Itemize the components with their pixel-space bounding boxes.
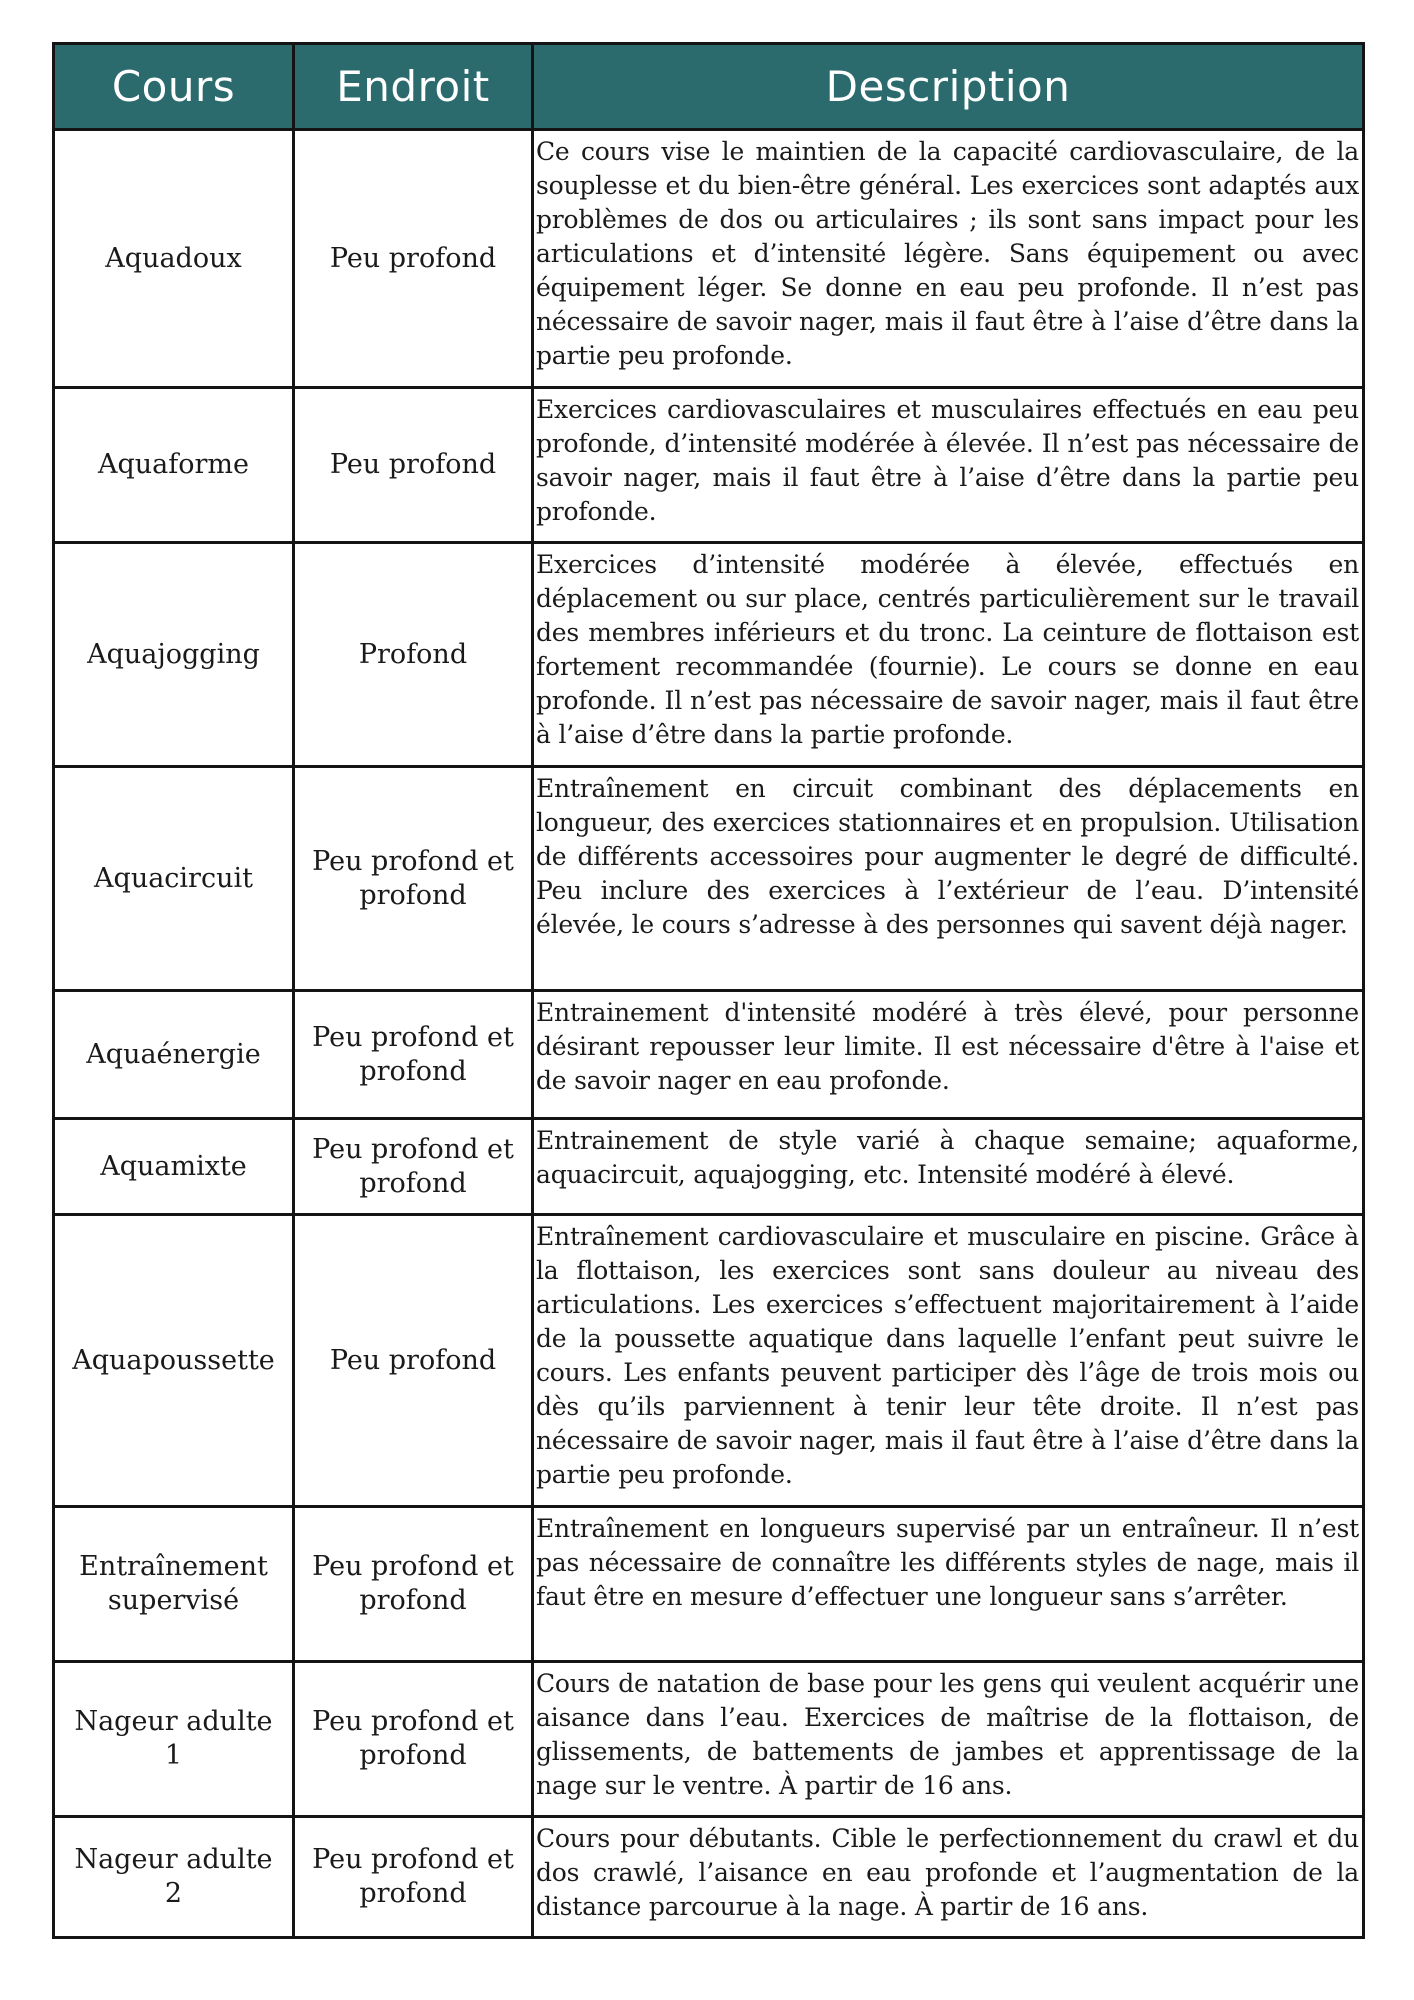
cell-description: Entraînement en circuit combinant des déplacements en longueur, des exercices stationnaires et en propulsion. Utilisation de différents accessoires pour augmenter le degré de difficulté. Peu inclure des exercices à l’extérieur de l’eau. D’intensité élevée, le cours s’adresse à des personnes qui savent déjà nager. [533,767,1364,991]
cell-cours: Aquaforme [54,388,294,543]
cell-description: Entrainement de style varié à chaque semaine; aquaforme, aquacircuit, aquajogging, etc. Intensité modéré à élevé. [533,1119,1364,1215]
table-row [54,388,1364,543]
table-row [54,1507,1364,1662]
cell-description: Exercices d’intensité modérée à élevée, effectués en déplacement ou sur place, centrés particulièrement sur le travail des membres inférieurs et du tronc. La ceinture de flottaison est fortement recommandée (fournie). Le cours se donne en eau profonde. Il n’est pas nécessaire de savoir nager, mais il faut être à l’aise d’être dans la partie profonde. [533,543,1364,767]
table-row [54,1215,1364,1507]
cell-description: Cours pour débutants. Cible le perfectionnement du crawl et du dos crawlé, l’aisance en eau profonde et l’augmentation de la distance parcourue à la nage. À partir de 16 ans. [533,1817,1364,1938]
table-row [54,767,1364,991]
table-row [54,543,1364,767]
table-header [54,44,1364,130]
course-table [52,42,1365,1939]
table-row [54,1817,1364,1938]
cell-cours: Aquadoux [54,130,294,388]
cell-description: Exercices cardiovasculaires et musculaires effectués en eau peu profonde, d’intensité modérée à élevée. Il n’est pas nécessaire de savoir nager, mais il faut être à l’aise d’être dans la partie peu profonde. [533,388,1364,543]
cell-description: Entraînement en longueurs supervisé par un entraîneur. Il n’est pas nécessaire de connaître les différents styles de nage, mais il faut être en mesure d’effectuer une longueur sans s’arrêter. [533,1507,1364,1662]
header-description: Description [533,44,1364,130]
cell-endroit: Peu profond [294,130,533,388]
cell-description: Entrainement d'intensité modéré à très élevé, pour personne désirant repousser leur limite. Il est nécessaire d'être à l'aise et de savoir nager en eau profonde. [533,991,1364,1119]
cell-cours: Aquapoussette [54,1215,294,1507]
cell-cours: Nageur adulte 2 [54,1817,294,1938]
cell-description: Ce cours vise le maintien de la capacité cardiovasculaire, de la souplesse et du bien-être général. Les exercices sont adaptés aux problèmes de dos ou articulaires ; ils sont sans impact pour les articulations et d’intensité légère. Sans équipement ou avec équipement léger. Se donne en eau peu profonde. Il n’est pas nécessaire de savoir nager, mais il faut être à l’aise d’être dans la partie peu profonde. [533,130,1364,388]
cell-cours: Aquamixte [54,1119,294,1215]
cell-description: Cours de natation de base pour les gens qui veulent acquérir une aisance dans l’eau. Exercices de maîtrise de la flottaison, de glissements, de battements de jambes et apprentissage de la nage sur le ventre. À partir de 16 ans. [533,1662,1364,1817]
table-row [54,1662,1364,1817]
table-row [54,1119,1364,1215]
cell-cours: Aquacircuit [54,767,294,991]
cell-endroit: Peu profond et profond [294,1507,533,1662]
header-row [54,44,1364,130]
header-endroit: Endroit [294,44,533,130]
cell-cours: Entraînement supervisé [54,1507,294,1662]
cell-endroit: Peu profond [294,1215,533,1507]
cell-endroit: Peu profond et profond [294,1817,533,1938]
cell-endroit: Peu profond et profond [294,991,533,1119]
cell-description: Entraînement cardiovasculaire et musculaire en piscine. Grâce à la flottaison, les exercices sont sans douleur au niveau des articulations. Les exercices s’effectuent majoritairement à l’aide de la poussette aquatique dans laquelle l’enfant peut suivre le cours. Les enfants peuvent participer dès l’âge de trois mois ou dès qu’ils parviennent à tenir leur tête droite. Il n’est pas nécessaire de savoir nager, mais il faut être à l’aise d’être dans la partie peu profonde. [533,1215,1364,1507]
cell-cours: Aquaénergie [54,991,294,1119]
table-body [54,130,1364,1938]
cell-cours: Aquajogging [54,543,294,767]
table-row [54,130,1364,388]
cell-endroit: Profond [294,543,533,767]
cell-endroit: Peu profond et profond [294,1662,533,1817]
cell-cours: Nageur adulte 1 [54,1662,294,1817]
table-row [54,991,1364,1119]
cell-endroit: Peu profond [294,388,533,543]
header-cours: Cours [54,44,294,130]
cell-endroit: Peu profond et profond [294,767,533,991]
cell-endroit: Peu profond et profond [294,1119,533,1215]
